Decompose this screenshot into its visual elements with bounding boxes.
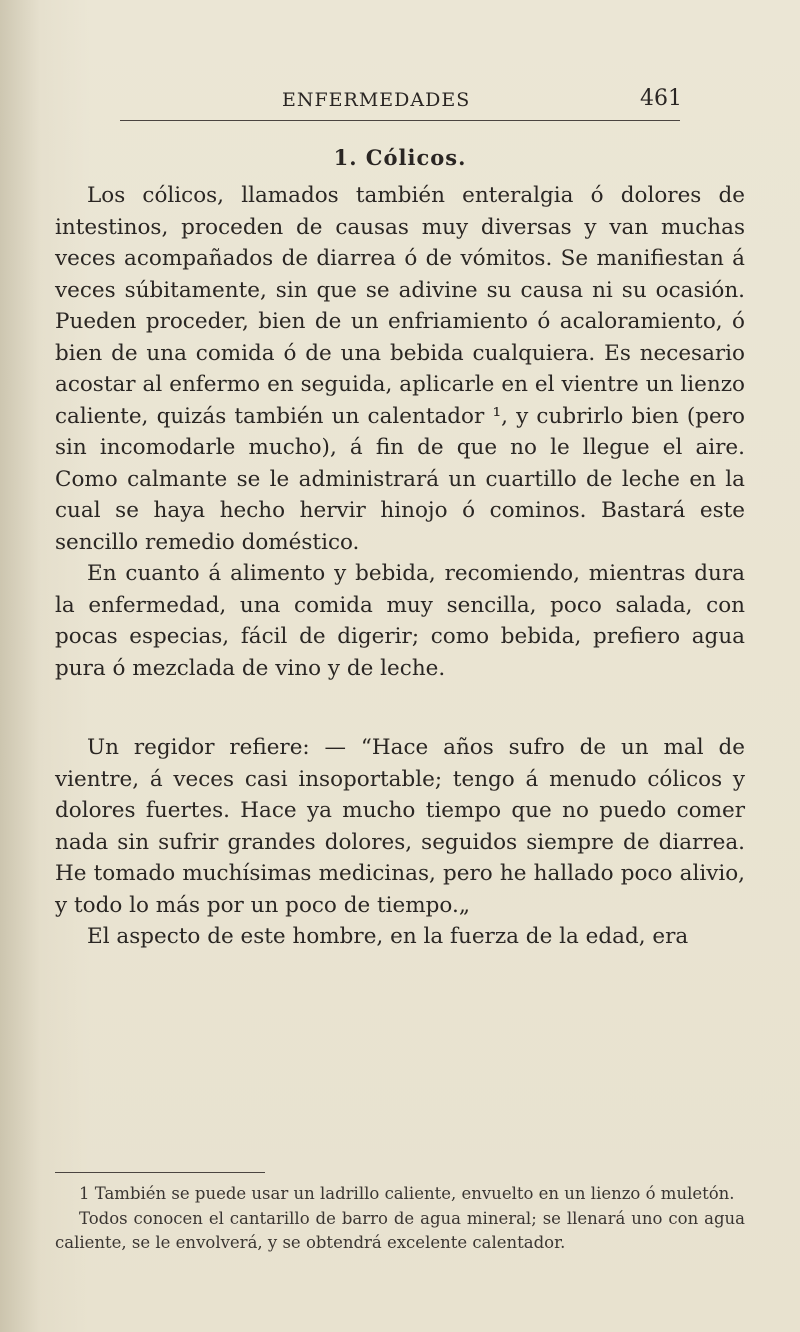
running-head: ENFERMEDADES <box>282 89 471 111</box>
paragraph-2: En cuanto á alimento y bebida, recomiendo, mientras dura la enfermedad, una comida muy sencilla, poco salada, con pocas especias, fácil de digerir; como bebida, prefiero agua pura ó mezclada de vino y de leche. <box>55 561 745 681</box>
body-text-upper <box>55 180 745 684</box>
page-number: 461 <box>640 86 682 111</box>
header-rule <box>120 120 680 121</box>
footnotes <box>55 1182 745 1256</box>
paragraph-4: El aspecto de este hombre, en la fuerza de la edad, era <box>87 924 689 949</box>
paragraph-3: Un regidor refiere: — “Hace años sufro de un mal de vientre, á veces casi insoportable; tengo á menudo cólicos y dolores fuertes. Hace ya mucho tiempo que no puedo comer nada sin sufrir grandes dolores, seguidos siempre de diarrea. He tomado muchísimas medicinas, pero he hallado poco alivio, y todo lo más por un poco de tiempo.„ <box>55 735 745 918</box>
footnote-1: 1 También se puede usar un ladrillo caliente, envuelto en un lienzo ó muletón. <box>79 1184 735 1203</box>
section-title: 1. Cólicos. <box>333 145 467 170</box>
body-text-lower <box>55 732 745 953</box>
footnote-rule <box>55 1172 265 1173</box>
footnote-2: Todos conocen el cantarillo de barro de agua mineral; se llenará uno con agua caliente, se le envolverá, y se obtendrá excelente calentador. <box>55 1208 745 1252</box>
paragraph-1: Los cólicos, llamados también enteralgia ó dolores de intestinos, proceden de causas muy diversas y van muchas veces acompañados de diarrea ó de vómitos. Se manifiestan á veces súbitamente, sin que se adivine su causa ni su ocasión. Pueden proceder, bien de un enfriamiento ó acaloramiento, ó bien de una comida ó de una bebida cualquiera. Es necesario acostar al enfermo en seguida, aplicarle en el vientre un lienzo caliente, quizás también un calentador ¹, y cubrirlo bien (pero sin incomodarle mucho), á fin de que no le llegue el aire. Como calmante se le administrará un cuartillo de leche en la cual se haya hecho hervir hinojo ó cominos. Bastará este sencillo remedio doméstico. <box>55 183 745 555</box>
page-header <box>120 80 690 120</box>
